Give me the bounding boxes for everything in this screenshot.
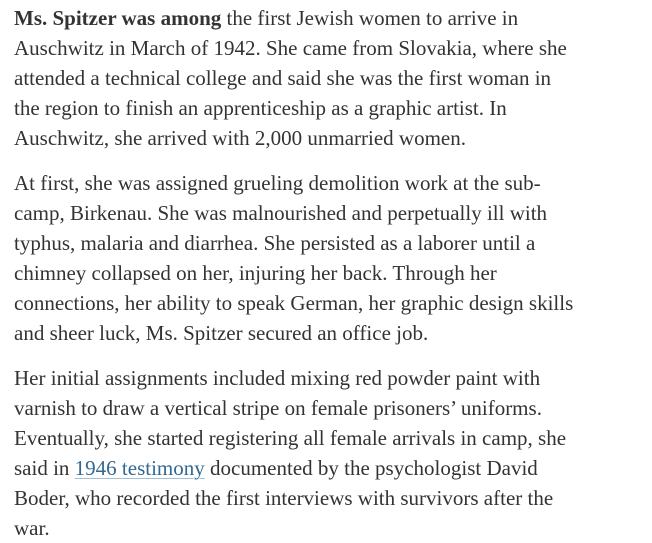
text-line — [14, 3, 638, 33]
text-line — [14, 93, 638, 123]
text-line — [14, 423, 638, 453]
text-line — [14, 393, 638, 423]
body-text: connections, her ability to speak German, her graphic design skills — [14, 291, 574, 315]
body-text: the first Jewish women to arrive in — [221, 6, 519, 30]
text-line — [14, 363, 638, 393]
text-line — [14, 288, 638, 318]
text-line — [14, 453, 638, 483]
article-paragraph-2 — [14, 168, 638, 348]
body-text: attended a technical college and said she was the first woman in — [14, 66, 552, 90]
text-line — [14, 318, 638, 348]
body-text: At first, she was assigned grueling demolition work at the sub- — [14, 171, 541, 195]
article-paragraph-1 — [14, 3, 638, 153]
text-line — [14, 513, 638, 543]
body-text: documented by the psychologist David — [204, 456, 538, 480]
body-text: varnish to draw a vertical stripe on female prisoners’ uniforms. — [14, 396, 542, 420]
testimony-link[interactable]: 1946 testimony — [74, 456, 205, 480]
body-text: chimney collapsed on her, injuring her back. Through her — [14, 261, 497, 285]
bold-lead-text: Ms. Spitzer was among — [14, 6, 222, 30]
body-text: Auschwitz, she arrived with 2,000 unmarried women. — [14, 126, 466, 150]
body-text: camp, Birkenau. She was malnourished and perpetually ill with — [14, 201, 548, 225]
body-text: said in — [14, 456, 75, 480]
body-text: Eventually, she started registering all female arrivals in camp, she — [14, 426, 567, 450]
body-text: the region to finish an apprenticeship as a graphic artist. In — [14, 96, 507, 120]
text-line — [14, 198, 638, 228]
text-line — [14, 168, 638, 198]
body-text: war. — [14, 516, 50, 540]
text-line — [14, 258, 638, 288]
text-line — [14, 63, 638, 93]
text-line — [14, 228, 638, 258]
body-text: typhus, malaria and diarrhea. She persisted as a laborer until a — [14, 231, 536, 255]
text-line — [14, 483, 638, 513]
article-paragraph-3 — [14, 363, 638, 543]
body-text: and sheer luck, Ms. Spitzer secured an office job. — [14, 321, 429, 345]
body-text: Her initial assignments included mixing red powder paint with — [14, 366, 541, 390]
body-text: Boder, who recorded the first interviews with survivors after the — [14, 486, 554, 510]
body-text: Auschwitz in March of 1942. She came from Slovakia, where she — [14, 36, 567, 60]
text-line — [14, 33, 638, 63]
text-line — [14, 123, 638, 153]
